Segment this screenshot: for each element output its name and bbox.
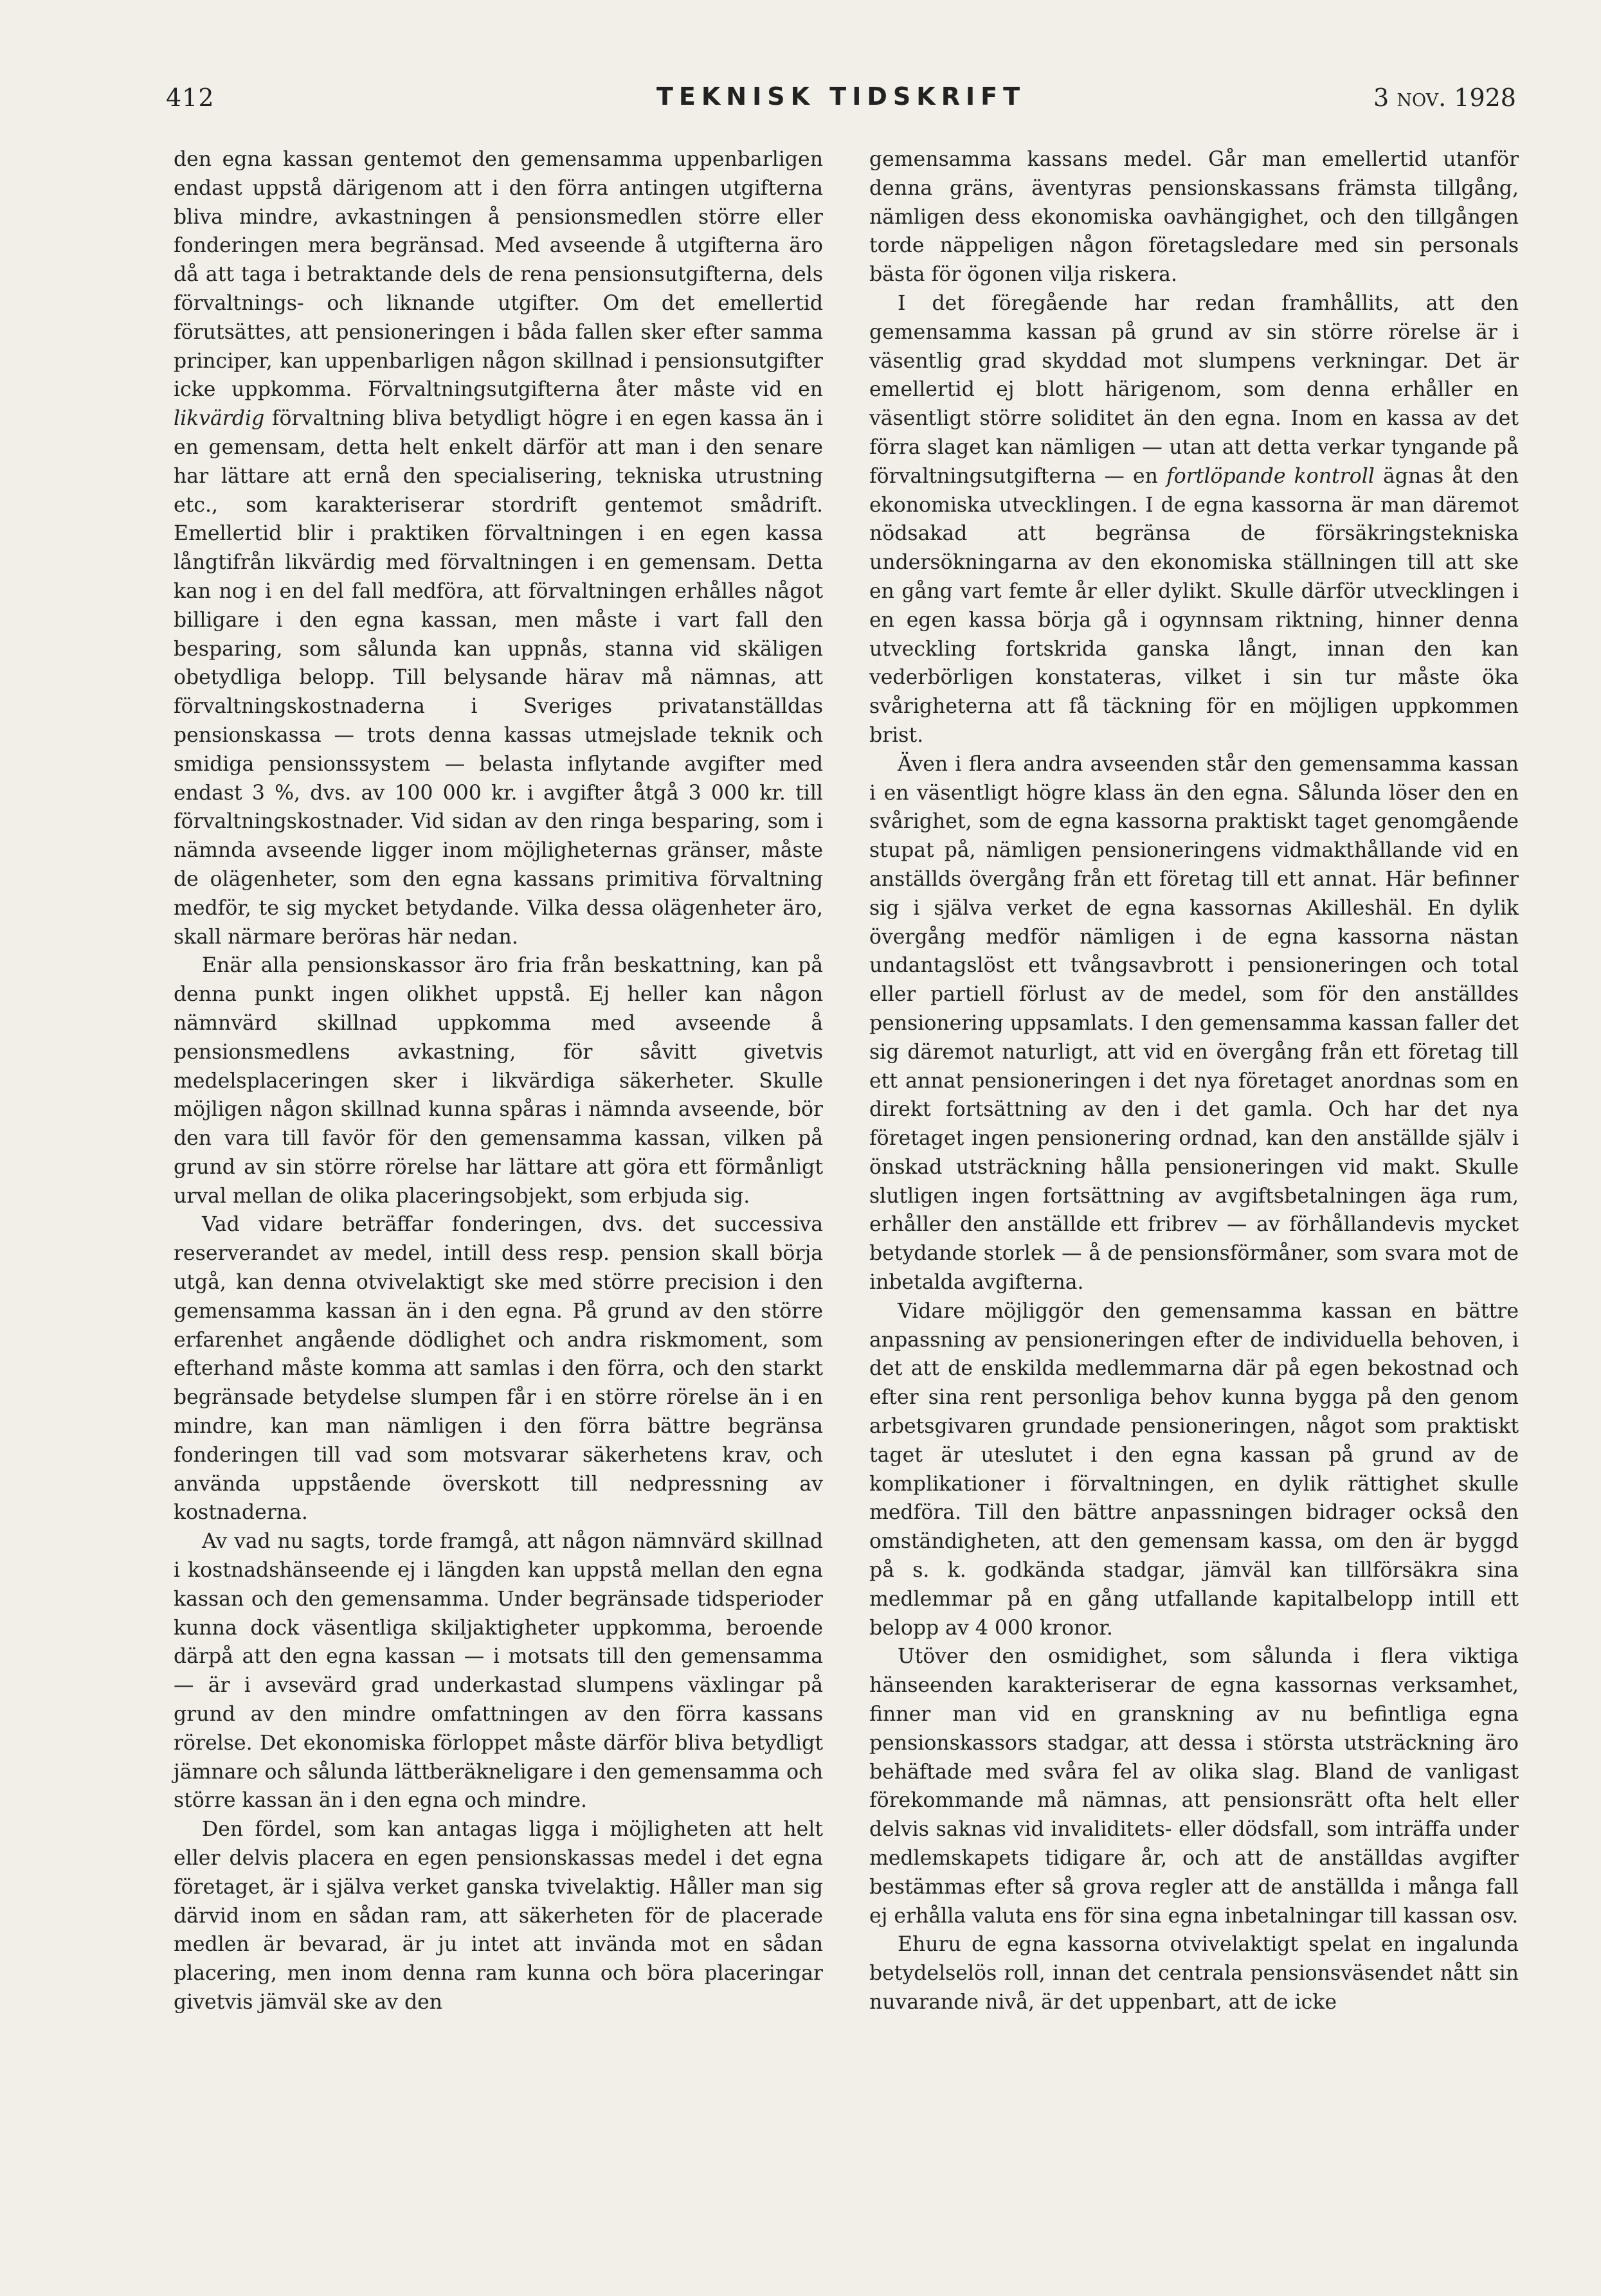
paragraph-text: I det föregående har redan framhållits, att den gemensamma kassan på grund av sin större rörelse är i väsentlig grad skyddad mot slumpens verkningar. Det är emellertid ej blott härigenom, som denna erhåller en väsentligt större soliditet än den egna. Inom en kassa av det förra slaget kan nämligen — utan att detta verkar tyngande på förvaltningsutgifterna — en [869,291,1519,488]
paragraph: Även i flera andra avseenden står den gemensamma kassan i en väsentligt högre klass än den egna. Sålunda löser den en svårighet, som de egna kassorna praktiskt taget genomgående stupat på, nämligen pensioneringens vidmakthållande vid en anställds övergång från ett företag till ett annat. Här befinner sig i själva verket de egna kassornas Akilleshäl. En dylik övergång medför nämligen i de egna kassorna nästan undantagslöst ett tvångsavbrott i pensioneringen och total eller partiell förlust av de medel, som för den anställdes pensionering uppsamlats. I den gemensamma kassan faller det sig däremot naturligt, att vid en övergång från ett företag till ett annat pensioneringen i det nya företaget anordnas som en direkt fortsättning av den i det gamla. Och har det nya företaget ingen pensionering ordnad, kan den anställde själv i önskad utsträckning hålla pensioneringen vid makt. Skulle slutligen ingen fortsättning av avgiftsbetalningen äga rum, erhåller den anställde ett fribrev — av förhållandevis mycket betydande storlek — å de pensionsförmåner, som svara mot de inbetalda avgifterna. [869,752,1519,1295]
paragraph: Av vad nu sagts, torde framgå, att någon nämnvärd skillnad i kostnadshänseende ej i längden kan uppstå mellan den egna kassan och den gemensamma. Under begränsade tidsperioder kunna dock väsentliga skiljaktigheter uppkomma, beroende därpå att den egna kassan — i motsats till den gemensamma — är i avsevärd grad underkastad slumpens växlingar på grund av den mindre omfattningen av den förra kassans rörelse. Det ekonomiska förloppet måste därför bliva betydligt jämnare och sålunda lättberäkneligare i den gemensamma och större kassan än i den egna och mindre. [174,1530,823,1813]
emphasis-text: likvärdig [174,407,265,431]
paragraph: Vidare möjliggör den gemensamma kassan en bättre anpassning av pensioneringen efter de individuella behoven, i det att de enskilda medlemmarna där på egen bekostnad och efter sina rent personliga behov kunna bygga på den genom arbetsgivaren grundade pensioneringen, något som praktiskt taget är uteslutet i den egna kassan på grund av de komplikationer i förvaltningen, en dylik rättighet skulle medföra. Till den bättre anpassningen bidrager också den omständigheten, att den gemensam kassa, om den är byggd på s. k. godkända stadgar, jämväl kan tillförsäkra sina medlemmar på en gång utfallande kapitalbelopp intill ett belopp av 4 000 kronor. [869,1299,1519,1640]
emphasis-text: fortlöpande kontroll [1166,464,1375,488]
issue-date-month: nov. [1397,84,1447,112]
paragraph-text: ägnas åt den ekonomiska utvecklingen. I de egna kassorna är man däremot nödsakad att begränsa de försäkringstekniska undersökningarna av den ekonomiska ställningen till att ske en gång vart femte år eller dylikt. Skulle därför utvecklingen i en egen kassa börja gå i ogynnsam riktning, hinner denna utveckling fortskrida ganska långt, innan den kan vederbörligen konstateras, vilket i sin tur måste öka svårigheterna att få täckning för en möjligen uppkommen brist. [869,464,1519,747]
paragraph: Enär alla pensionskassor äro fria från beskattning, kan på denna punkt ingen olikhet uppstå. Ej heller kan någon nämnvärd skillnad uppkomma med avseende å pensionsmedlens avkastning, för såvitt givetvis medelsplaceringen sker i likvärdiga säkerheter. Skulle möjligen någon skillnad kunna spåras i nämnda avseende, bör den vara till favör för den gemensamma kassan, vilken på grund av sin större rörelse har lättare att göra ett förmånligt urval mellan de olika placeringsobjekt, som erbjuda sig. [174,954,823,1208]
issue-date-year: 1928 [1454,84,1516,112]
paragraph: Den fördel, som kan antagas ligga i möjligheten att helt eller delvis placera en egen pensionskassas medel i det egna företaget, är i själva verket ganska tvivelaktig. Håller man sig därvid inom en sådan ram, att säkerheten för de placerade medlen är bevarad, är ju intet att invända mot en sådan placering, men inom denna ram kunna och böra placeringar givetvis jämväl ske av den [174,1818,823,2014]
paragraph [174,145,823,951]
paragraph: Ehuru de egna kassorna otvivelaktigt spelat en ingalunda betydelselös roll, innan det centrala pensionsväsendet nått sin nuvarande nivå, är det uppenbart, att de icke [869,1933,1519,2014]
page-header [166,84,1516,122]
left-column [174,145,823,2017]
paragraph-text: förvaltning bliva betydligt högre i en egen kassa än i en gemensam, detta helt enkelt därför att man i den senare har lättare att ernå den specialisering, tekniska utrustning etc., som karakteriserar stordrift gentemot smådrift. Emellertid blir i praktiken förvaltningen i en egen kassa långtifrån likvärdig med förvaltningen i en gemensam. Detta kan nog i en del fall medföra, att förvaltningen erhålles något billigare i den egna kassan, men måste i vart fall den besparing, som sålunda kan uppnås, stanna vid skäligen obetydliga belopp. Till belysande härav må nämnas, att förvaltningskostnaderna i Sveriges privatanställdas pensionskassa — trots denna kassas utmejslade teknik och smidiga pensionssystem — belasta inflytande avgifter med endast 3 %, dvs. av 100 000 kr. i avgifter åtgå 3 000 kr. till förvaltningskostnader. Vid sidan av den ringa besparing, som i nämnda avseende ligger inom möjligheternas gränser, måste de olägenheter, som den egna kassans primitiva förvaltning medför, te sig mycket betydande. Vilka dessa olägenheter äro, skall närmare beröras här nedan. [174,407,824,949]
right-column [869,145,1519,2017]
paragraph-text: den egna kassan gentemot den gemensamma uppenbarligen endast uppstå därigenom att i den förra antingen utgifterna bliva mindre, avkastningen å pensionsmedlen större eller fonderingen mera begränsad. Med avseende å utgifterna äro då att taga i betraktande dels de rena pensionsutgifterna, dels förvaltnings- och liknande utgifter. Om det emellertid förutsättes, att pensioneringen i båda fallen sker efter samma principer, kan uppenbarligen någon skillnad i pensionsutgifter icke uppkomma. Förvaltningsutgifterna åter måste vid en [174,148,823,402]
paragraph: Vad vidare beträffar fonderingen, dvs. det successiva reserverandet av medel, intill dess resp. pension skall börja utgå, kan denna otvivelaktigt ske med större precision i den gemensamma kassan än i den egna. På grund av den större erfarenhet angående dödlighet och andra riskmoment, som efterhand måste komma att samlas i den förra, och den starkt begränsade betydelse slumpen får i en större rörelse än i en mindre, kan man nämligen i den förra bättre begränsa fonderingen till vad som motsvarar säkerhetens krav, och använda uppstående överskott till nedpressning av kostnaderna. [174,1213,823,1525]
paragraph: gemensamma kassans medel. Går man emellertid utanför denna gräns, äventyras pensionskassans främsta tillgång, nämligen dess ekonomiska oavhängighet, och den tillgången torde näppeligen någon företagsledare med sin personals bästa för ögonen vilja riskera. [869,148,1519,287]
paragraph: Utöver den osmidighet, som sålunda i flera viktiga hänseenden karakteriserar de egna kassornas verksamhet, finner man vid en granskning av nu befintliga egna pensionskassors stadgar, att dessa i största utsträckning äro behäftade med svåra fel av olika slag. Bland de vanligast förekommande må nämnas, att pensionsrätt ofta helt eller delvis saknas vid invaliditets- eller dödsfall, som inträffa under medlemskapets tidigare år, och att de anställdas avgifter bestämmas efter så grova regler att de anställda i många fall ej erhålla valuta ens för sina egna inbetalningar till kassan osv. [869,1645,1519,1928]
journal-title: TEKNISK TIDSKRIFT [656,82,1026,111]
issue-date-day: 3 [1373,84,1389,112]
page-number: 412 [166,84,215,112]
issue-date [1373,84,1516,112]
paragraph [869,289,1519,750]
